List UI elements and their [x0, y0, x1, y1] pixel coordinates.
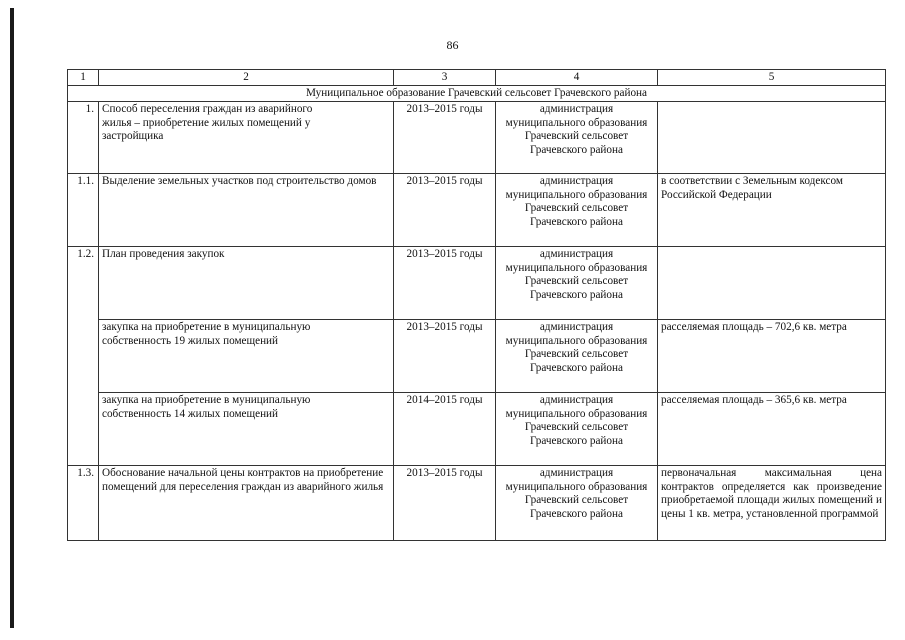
row-number: 1.2.: [68, 247, 99, 466]
row-note: первоначальная максимальная цена контрактов определяется как произведение приобретаемой площади жилых помещений и цены 1 кв. метра, установленной программой: [658, 466, 886, 541]
row-number: 1.: [68, 102, 99, 174]
row-period: 2013–2015 годы: [394, 466, 496, 541]
row-note: расселяемая площадь – 365,6 кв. метра: [658, 393, 886, 466]
row-executor: администрация муниципального образования Грачевский сельсовет Грачевского района: [496, 247, 658, 320]
row-executor: администрация муниципального образования Грачевский сельсовет Грачевского района: [496, 102, 658, 174]
row-description: закупка на приобретение в муниципальную собственность 14 жилых помещений: [99, 393, 394, 466]
row-note: расселяемая площадь – 702,6 кв. метра: [658, 320, 886, 393]
row-executor: администрация муниципального образования Грачевский сельсовет Грачевского района: [496, 174, 658, 247]
row-description: Выделение земельных участков под строительство домов: [99, 174, 394, 247]
table-row: [68, 102, 886, 174]
row-note: [658, 102, 886, 174]
column-header-5: 5: [658, 70, 886, 86]
page-edge-bar: [10, 8, 14, 628]
row-number: 1.1.: [68, 174, 99, 247]
row-period: 2013–2015 годы: [394, 102, 496, 174]
row-note: [658, 247, 886, 320]
row-description: закупка на приобретение в муниципальную собственность 19 жилых помещений: [99, 320, 394, 393]
row-description: План проведения закупок: [99, 247, 394, 320]
row-note: в соответствии с Земельным кодексом Российской Федерации: [658, 174, 886, 247]
row-period: 2013–2015 годы: [394, 320, 496, 393]
row-number: 1.3.: [68, 466, 99, 541]
column-header-4: 4: [496, 70, 658, 86]
table-row: [68, 466, 886, 541]
column-header-row: [68, 70, 886, 86]
row-executor: администрация муниципального образования Грачевский сельсовет Грачевского района: [496, 466, 658, 541]
row-description: Способ переселения граждан из аварийного жилья – приобретение жилых помещений у застройщика: [99, 102, 394, 174]
row-description: Обоснование начальной цены контрактов на приобретение помещений для переселения граждан из аварийного жилья: [99, 466, 394, 541]
row-period: 2013–2015 годы: [394, 174, 496, 247]
column-header-2: 2: [99, 70, 394, 86]
table-row: [68, 247, 886, 320]
section-title: Муниципальное образование Грачевский сельсовет Грачевского района: [68, 86, 886, 102]
table-row: [68, 393, 886, 466]
column-header-1: 1: [68, 70, 99, 86]
page-number: 86: [446, 38, 459, 52]
table-row: [68, 320, 886, 393]
column-header-3: 3: [394, 70, 496, 86]
row-executor: администрация муниципального образования Грачевский сельсовет Грачевского района: [496, 393, 658, 466]
row-period: 2014–2015 годы: [394, 393, 496, 466]
section-header-row: [68, 86, 886, 102]
row-period: 2013–2015 годы: [394, 247, 496, 320]
row-executor: администрация муниципального образования Грачевский сельсовет Грачевского района: [496, 320, 658, 393]
table-row: [68, 174, 886, 247]
program-table: [67, 69, 886, 541]
